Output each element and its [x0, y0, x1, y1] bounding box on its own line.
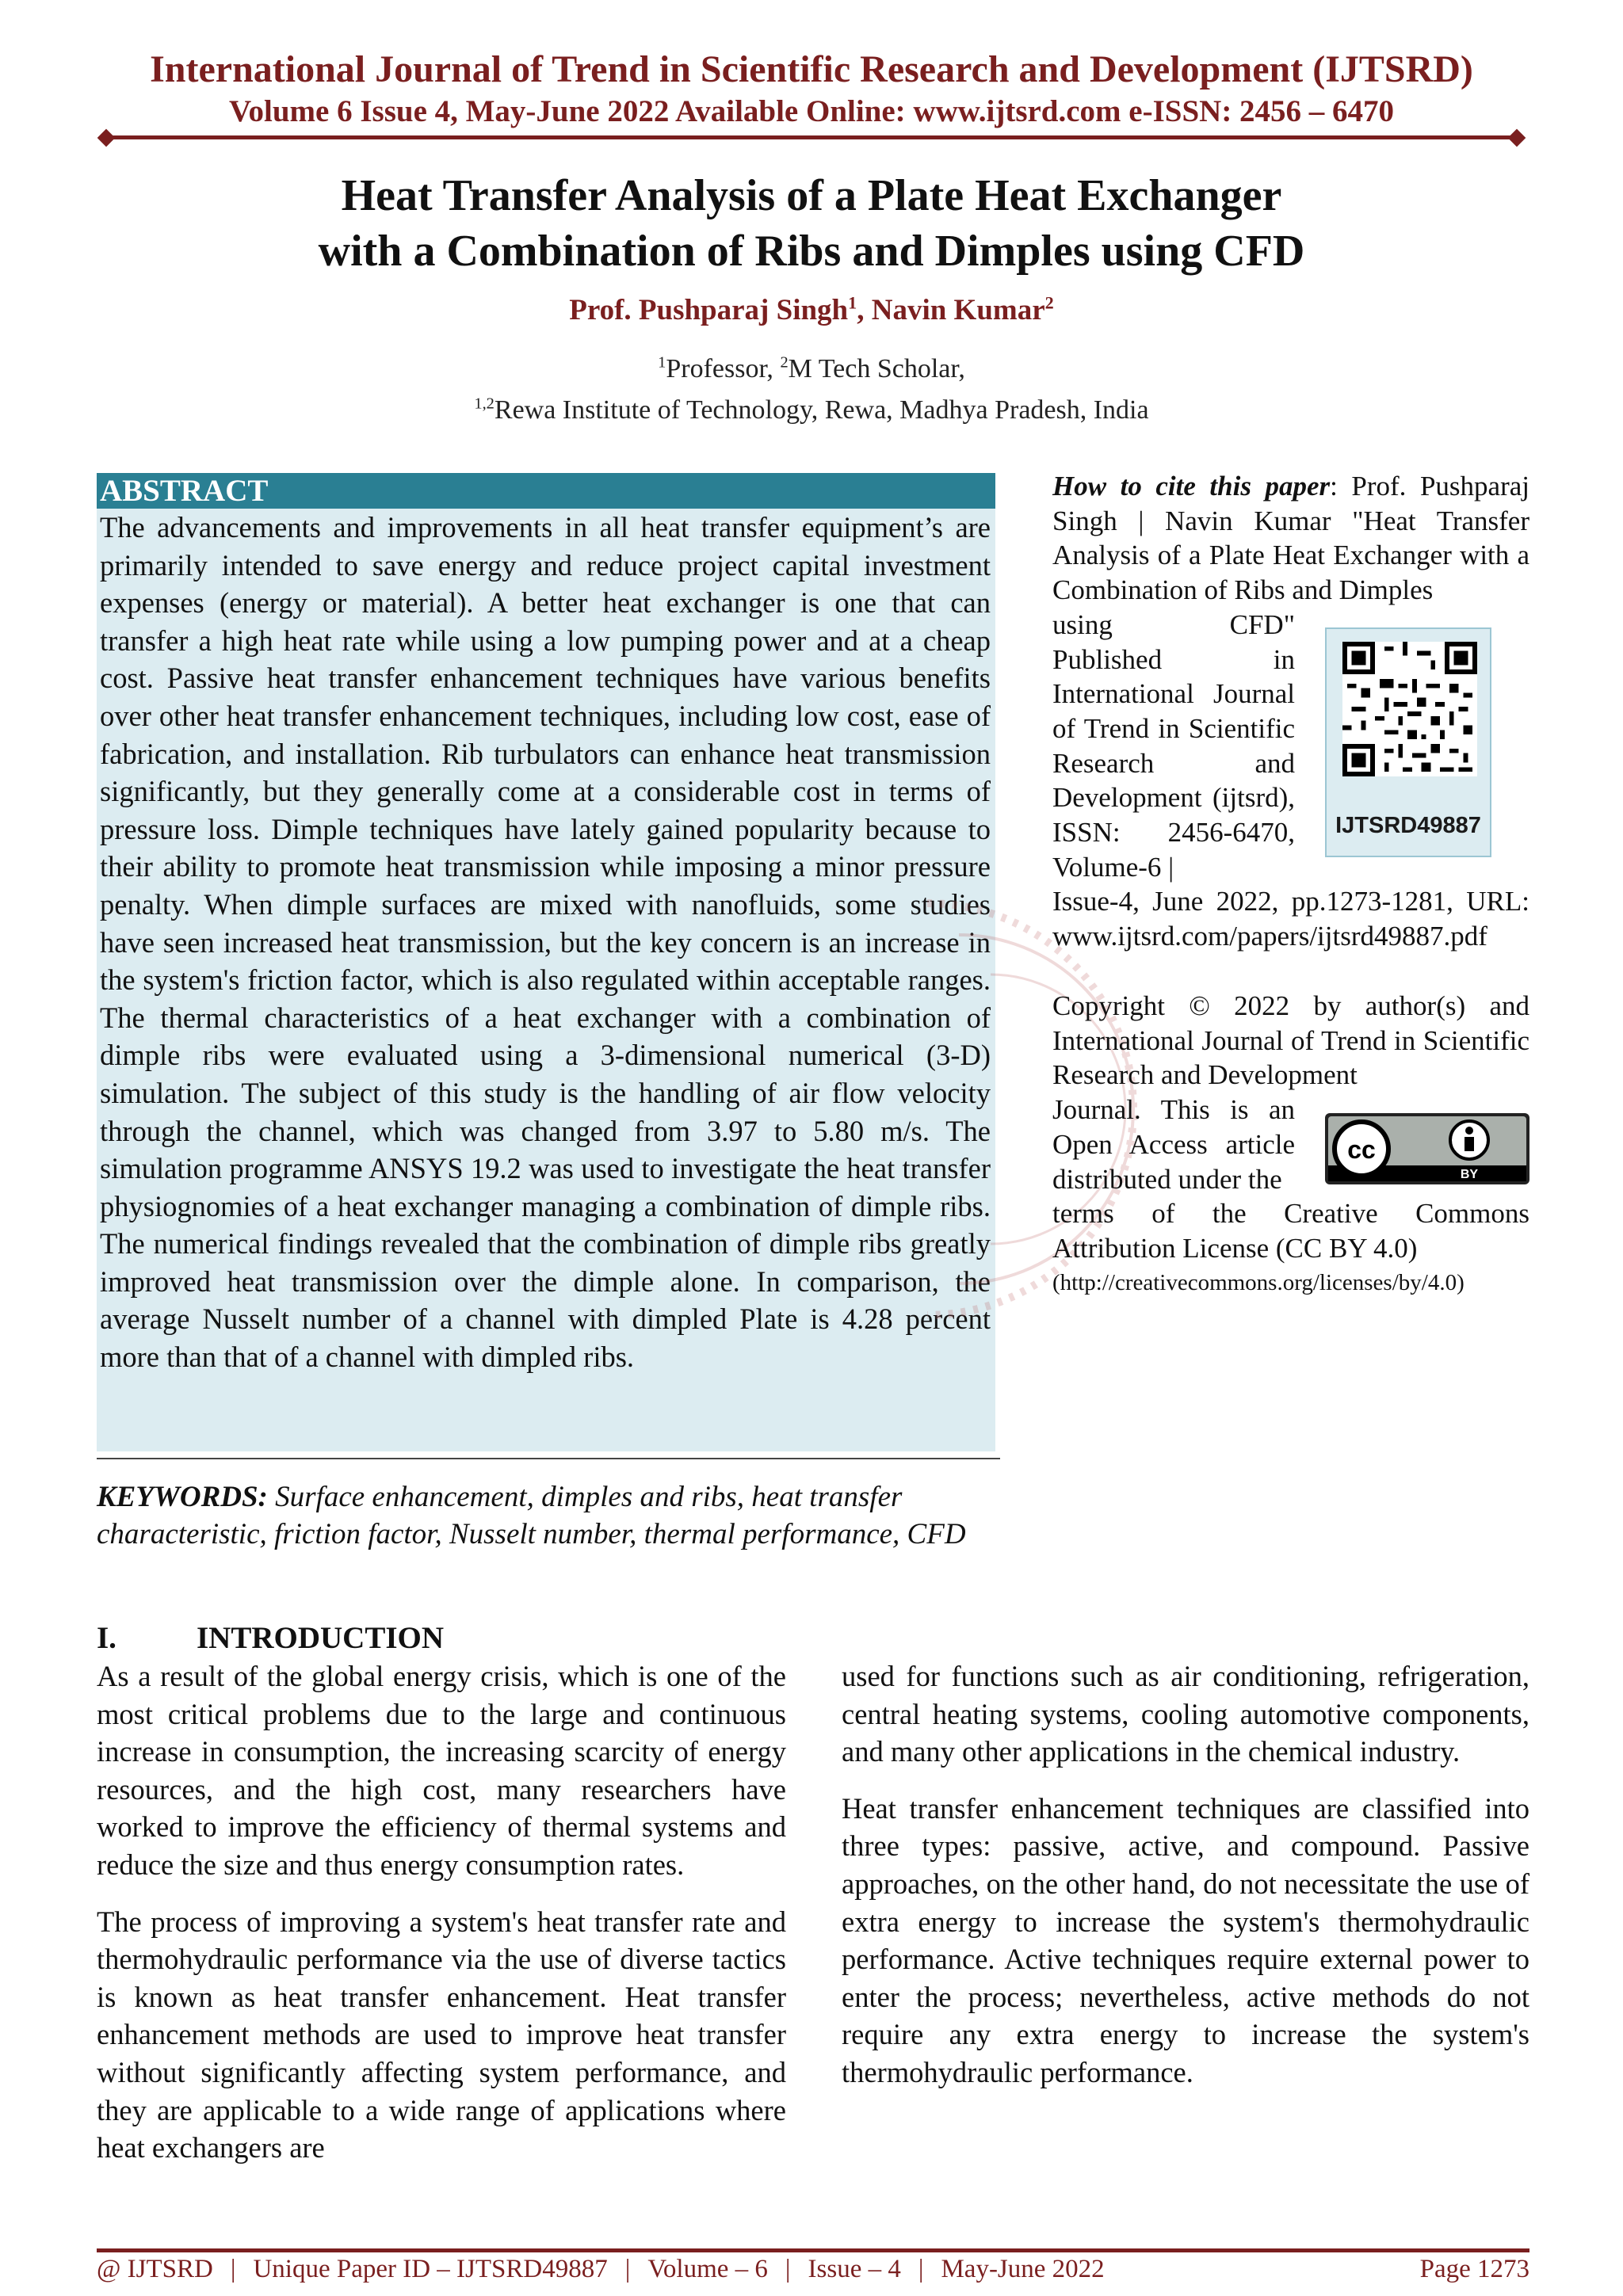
section-number: I. — [97, 1621, 116, 1655]
citation-text-tail: Issue-4, June 2022, pp.1273-1281, URL: www.ijtsrd.com/papers/ijtsrd49887.pdf — [1052, 886, 1529, 952]
citation-label: How to cite this paper — [1052, 471, 1331, 502]
citation-wide — [1052, 469, 1529, 608]
citation-colon: : — [1330, 471, 1338, 502]
abstract-box — [97, 509, 995, 1451]
author-1: Prof. Pushparaj Singh — [569, 294, 849, 326]
affil-institute-text: Rewa Institute of Technology, Rewa, Madhya Pradesh, India — [494, 395, 1149, 425]
license-url[interactable]: (http://creativecommons.org/licenses/by/4.0) — [1052, 1269, 1465, 1295]
footer-sep: | — [785, 2255, 791, 2283]
affil-mark-12: 1,2 — [474, 395, 495, 413]
footer-sep: | — [230, 2255, 236, 2283]
cc-badge-by-label: BY — [1460, 1168, 1479, 1181]
copyright-text-narrow: Journal. This is an Open Access article distributed under the — [1052, 1094, 1295, 1195]
author-2: Navin Kumar — [871, 294, 1045, 326]
journal-title: International Journal of Trend in Scientific Research and Development (IJTSRD) — [150, 48, 1473, 90]
paper-title-line-1: Heat Transfer Analysis of a Plate Heat Exchanger — [341, 171, 1282, 220]
citation-text-wide: Prof. Pushparaj Singh | Navin Kumar "Heat Transfer Analysis of a Plate Heat Exchanger with a Combination of Ribs and Dimples — [1052, 471, 1530, 606]
author-2-affil-mark: 2 — [1044, 292, 1054, 313]
section-heading-introduction — [97, 1620, 444, 1656]
affil-role-1: Professor, — [666, 354, 781, 383]
footer-sep: | — [624, 2255, 631, 2283]
affiliation-roles — [0, 349, 1623, 390]
intro-paragraph-4: Heat transfer enhancement techniques are classified into three types: passive, active, and compound. Passive approaches, on the other hand, do not necessitate the use of extra energy to increase the system's thermohydraulic performance. Active techniques require external power to enter the process; nevertheless, active methods do not require any extra energy to increase the system's thermohydraulic performance. — [842, 1791, 1529, 2088]
paper-title-line-2: with a Combination of Ribs and Dimples using CFD — [318, 227, 1305, 276]
citation-text-narrow: using CFD" Published in International Journal of Trend in Scientific Research and Development (ijtsrd), ISSN: 2456-6470, Volume-6 | — [1052, 608, 1295, 883]
copyright-text-tail: terms of the Creative Commons Attribution License (CC BY 4.0) — [1052, 1198, 1529, 1264]
author-1-affil-mark: 1 — [848, 292, 857, 313]
footer-volume: Volume – 6 — [647, 2255, 768, 2283]
copyright-text-wide: Copyright © 2022 by author(s) and International Journal of Trend in Scientific Research and Development — [1052, 990, 1529, 1091]
affil-mark-2: 2 — [780, 353, 789, 372]
header-rule — [108, 135, 1515, 139]
footer-sep: | — [918, 2255, 924, 2283]
affil-role-2: M Tech Scholar, — [788, 354, 965, 383]
intro-paragraph-1: As a result of the global energy crisis, which is one of the most critical problems due to the large and continuous increase in consumption, the increasing scarcity of energy resources, and the high cost, many researchers have worked to improve the efficiency of thermal systems and reduce the size and thus energy consumption rates. — [97, 1660, 786, 1881]
footer-page-number: Page 1273 — [1419, 2255, 1529, 2283]
cc-by-icon — [1325, 1113, 1529, 1184]
footer-journal: @ IJTSRD — [97, 2255, 213, 2283]
footer-rule — [97, 2248, 1529, 2252]
body-column-right — [842, 1657, 1529, 2111]
intro-paragraph-3: used for functions such as air conditioning, refrigeration, central heating systems, cooling automotive components, and many other applications in the chemical industry. — [842, 1660, 1529, 1768]
affil-mark-1: 1 — [658, 353, 666, 372]
footer-date: May-June 2022 — [941, 2255, 1105, 2283]
body-column-left — [97, 1657, 786, 2186]
affiliation-institute — [0, 390, 1623, 431]
keywords — [97, 1478, 995, 1553]
journal-info: Volume 6 Issue 4, May-June 2022 Available Online: www.ijtsrd.com e-ISSN: 2456 – 6470 — [228, 94, 1395, 128]
author-list — [0, 293, 1623, 327]
affiliations — [0, 349, 1623, 431]
abstract-heading: ABSTRACT — [97, 473, 995, 509]
qr-paper-id: IJTSRD49887 — [1335, 813, 1481, 838]
abstract-rule — [97, 1458, 1000, 1459]
page-footer — [97, 2255, 1529, 2284]
abstract-text: The advancements and improvements in all heat transfer equipment’s are primarily intended to save energy and reduce project capital investment expenses (energy or material). A better heat exchanger is one that can transfer a high heat rate while using a low pumping power and at a cheap cost. Passive heat transfer enhancement techniques have various benefits over other heat transfer enhancement techniques, including low cost, ease of fabrication, and installation. Rib turbulators can enhance heat transmission significantly, but they generally come at a considerable cost in terms of pressure loss. Dimple techniques have lately gained popularity because to their ability to promote heat transmission while imposing a minor pressure penalty. When dimple surfaces are mixed with nanofluids, some studies have seen increased heat transmission, but the key concern is an increase in the system's friction factor, which is also regulated within acceptable ranges. The thermal characteristics of a heat exchanger with a combination of dimple ribs were evaluated using a 3-dimensional numerical (3-D) simulation. The subject of this study is the handling of air flow velocity through the channel, which was changed from 3.97 to 5.80 m/s. The simulation programme ANSYS 19.2 was used to investigate the heat transfer physiognomies of a heat exchanger managing a combination of dimple ribs. The numerical findings revealed that the combination of dimple ribs greatly improved heat transmission over the dimple alone. In comparison, the average Nusselt number of a channel with dimpled Plate is 4.28 percent more than that of a channel with dimpled ribs. — [100, 511, 991, 1374]
footer-paper-id: Unique Paper ID – IJTSRD49887 — [253, 2255, 608, 2283]
section-title: INTRODUCTION — [197, 1621, 445, 1655]
intro-paragraph-2: The process of improving a system's heat transfer rate and thermohydraulic performance via the use of diverse tactics is known as heat transfer enhancement. Heat transfer enhancement methods are used to improve heat transfer without significantly affecting system performance, and they are applicable to a wide range of applications where heat exchangers are — [97, 1905, 786, 2164]
author-separator: , — [857, 294, 872, 326]
qr-card — [1325, 627, 1491, 857]
svg-text:cc: cc — [1347, 1135, 1376, 1164]
keywords-text: Surface enhancement, dimples and ribs, heat transfer characteristic, friction factor, Nusselt number, thermal performance, CFD — [97, 1481, 966, 1550]
qr-code-icon — [1342, 642, 1477, 776]
cc-by-license-badge — [1325, 1113, 1529, 1184]
footer-issue: Issue – 4 — [808, 2255, 901, 2283]
paper-title — [0, 168, 1623, 279]
header-rule-right-diamond — [1508, 129, 1526, 147]
keywords-label: KEYWORDS: — [97, 1481, 268, 1513]
